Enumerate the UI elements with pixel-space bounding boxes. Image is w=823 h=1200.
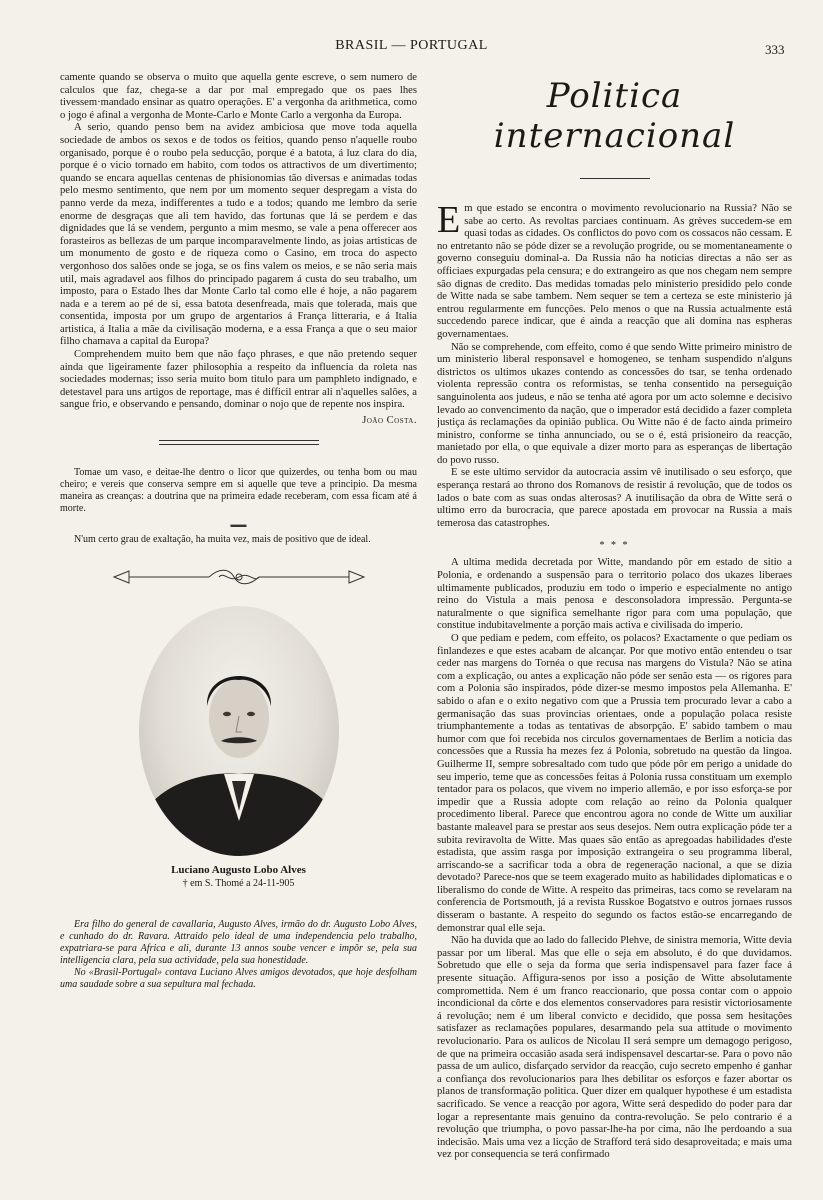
article-paragraph: Comprehendem muito bem que não faço phrases, e que não pretendo sequer ainda que ligeiramente fazer philosophia a respeito da influencia da roleta nas sociedades modernas; isso seria muito bom titulo para um pamphleto indignado, e detestavel para uns artigos de reportage, mas é difficil entrar ali n'aquelles salões, a sangue frio, e observando e pensando, dominar o nojo que de repente nos inspira. bbox=[60, 349, 417, 411]
portrait-figure bbox=[139, 606, 339, 856]
portrait-caption-death: † em S. Thomé a 24-11-905 bbox=[182, 878, 295, 890]
biography-paragraph: No «Brasil-Portugal» contava Luciano Alves amigos devotados, que hoje desfolham uma saudade sobre a sua sepultura mal fechada. bbox=[60, 967, 417, 991]
article-paragraph: A ultima medida decretada por Witte, mandando pôr em estado de sitio a Polonia, e ordenando a suspensão para o territorio polaco dos ukazes liberaes ultimamente publicados, produziu em todo o imperio e especialmente no antigo reino do Vistula a mais penosa e desconsoladora impressão. Pergunta-se naturalmente o que significa semelhante rigor para com uma população, que constitue indubitavelmente a porção mais activa e civilisada do imperio. bbox=[437, 557, 792, 632]
article-body bbox=[437, 199, 792, 1162]
article-title: Politica internacional bbox=[493, 76, 736, 156]
opening-text: m que estado se encontra o movimento revolucionario na Russia? Não se sabe ao certo. As revoltas parciaes continuam. As grèves succedem-se em quasi todas as cidades. Os conflictos do povo com os cossacos não cessam. E no entretanto não se póde dizer se a revolução progride, ou se momentaneamente o governo conseguiu dominal-a. Da Russia não ha noticias directas a não ser as officiaes expurgadas pela censura; e do extrangeiro as que nos chegam nem sempre são dignas de credito. Das medidas tomadas pelo ministerio presidido pelo conde de Witte nada se sabe tambem. Nem sequer se tem a certeza se este ministerio já entrou regularmente em funcções. Pelo menos o que na Russia actualmente está succedendo parece indicar, que é ainda a reacção que ali domina nas espheras governamentaes. bbox=[437, 203, 792, 340]
notes-block bbox=[60, 467, 417, 546]
article-paragraph: Não se comprehende, com effeito, como é que sendo Witte primeiro ministro de um ministerio liberal responsavel e homogeneo, se tenham suspendido n'alguns districtos os ultimos ukazes contendo as concessões do tsar, se tenha ordenado violenta repressão contra os reformistas, se tenha consentido na perseguição sanguinolenta aos judeus, e não se tenha até agora por um acto solemne e decisivo levado ao convencimento da nação, que o imperador está decidido a fazer completa justiça ás reclamações da opinião publica. Ou Witte não é de facto ainda primeiro ministro, conforme se tinha annunciado, ou se o é, está prisioneiro da reacção, manietado por ella, o que equivale a dizer morto para as esperanças de libertação do povo russo. bbox=[437, 341, 792, 466]
article-paragraph: E se este ultimo servidor da autocracia assim vê inutilisado o seu esforço, que esperança restará ao throno dos Romanovs de resistir á revolução, que de todos os lados o bate com as suas ondas alterosas? A inutilisação da obra de Witte será o ultimo erro da burocracia, que parece apostada em provocar na Russia a mais temerosa das catastrophes. bbox=[437, 467, 792, 529]
drop-cap: E bbox=[437, 199, 461, 241]
double-rule-divider bbox=[159, 440, 319, 445]
right-column bbox=[437, 72, 792, 1162]
biography-block bbox=[60, 919, 417, 991]
left-column bbox=[60, 72, 417, 991]
author-signature: João Costa. bbox=[362, 415, 417, 427]
biography-paragraph: Era filho do general de cavallaria, Augusto Alves, irmão do dr. Augusto Lobo Alves, e cunhado do dr. Ravara. Attraido pelo ideal de uma independencia pelo trabalho, expatriara-se para Africa e ali, durante 13 annos soube vencer e impôr se, pela sua intelligencia clara, pela sua actividade, pela sua honestidade. bbox=[60, 919, 417, 967]
portrait-caption-name: Luciano Augusto Lobo Alves bbox=[171, 864, 306, 877]
article-title-block bbox=[437, 76, 792, 179]
section-break-stars: * * * bbox=[599, 540, 630, 552]
running-head: BRASIL — PORTUGAL bbox=[335, 38, 488, 53]
portrait-photo bbox=[139, 606, 339, 856]
opening-paragraph bbox=[437, 199, 792, 342]
title-rule bbox=[580, 178, 650, 179]
article-paragraph: O que pediam e pedem, com effeito, os polacos? Exactamente o que pediam os finlandezes e que estes acabam de alcançar. Por que motivo então entendeu o tsar ceder nas margens do Tornéa o que recusa nas margens do Vistula? Não se atina com a explicação, ou antes a explicação não póde ser senão esta — os rigores para com a Polonia são inspirados, póde dizer-se mesmo impostos pela Allemanha. E' sabido o afan e o exito negativo com que a Prussia tem procurado levar a cabo a germanisação das suas provincias orientaes, onde a população polaca resiste triumphantemente a todas as tentativas de absorpção. E' sabido tambem o mau humor com que foi recebida nos circulos governamentaes de Berlim a noticia das concessões que a Russia ha mezes fez á Polonia, sobretudo na questão da lingoa. Guilherme II, sempre sobresaltado com tudo que póde pôr em perigo a unidade do seu imperio, teme que as concessões feitas á Polonia russa constituam um exemplo tentador para os polacos, que vivem no imperio allemão, e por isso esforça-se por impedir que a Russia adopte com relação ao reino da Polonia qualquer procedimento liberal. Parece que encontrou agora no conde de Witte um auxiliar bastante maleavel para se prestar aos seus desejos. Nem outra explicação póde ter a subita reviravolta de Witte. Mas quaes são então as apregoadas habilidades d'este estadista, que assim rasga por imposição extrangeira o seu programma liberal, arriscando-se a sacrificar toda a obra de regeneração nacional, a que se dizia devotado? Parece-nos que se teem exagerado muito as habilidades diplomaticas e o liberalismo do conde de Witte. A respeito das primeiras, tacs como se revelaram na conferencia de Portsmouth, já a revista Russkoe Bogatstvo e outros jornaes russos disseram o bastante. A respeito do segundo os factos estão-se encarregando de demonstrar qual elle seja. bbox=[437, 633, 792, 934]
note-separator: ▬▬ bbox=[230, 520, 247, 530]
note-paragraph: N'um certo grau de exaltação, ha muita vez, mais de positivo que de ideal. bbox=[74, 534, 371, 546]
page-number: 333 bbox=[765, 42, 785, 57]
ornament-divider bbox=[109, 566, 369, 588]
article-paragraph: Não ha duvida que ao lado do fallecido Plehve, de sinistra memoria, Witte devia passar por um liberal. Mas que elle o seja em absoluto, é do que duvidamos. Sobretudo que elle o seja da forma que seria indispensavel para fazer face á presente situação. Affigura-senos por isso a posição de Witte absolutamente compromettida. Nem é um franco reaccionario, que possa contar com o appoio incondicional da côrte e dos elementos conservadores para resistir victoriosamente á revolução; nem é um liberal convicto e decidido, que possa sem hesitações satisfazer as reclamações populares, desarmando pela sua attitude o movimento revolucionario. Para os aulicos de Nicolau II será sempre um demagogo perigoso, de que na primeira occasião asada será indispensavel descartar-se. Para o povo não passa de um aulico, disfarçado servidor da reacção, cujo secreto empenho é ganhar a confiança dos revolucionarios para lhes debilitar os esforços e fazer abortar os planos de transformação politica. Quer dizer em qualquer hypothese é um estadista sacrificado. Se vence a reacção por agora, Witte será despedido do poder para dar logar a representante mais genuino da contra-revolução. Se pelo contrario é a revolução que triumpha, o povo passar-lhe-ha por cima, não lhe perdoando a sua indecisão. Mais uma vez a licção de Strafford terá sido desaproveitada; e mais uma vez por consequencia se terá confirmado bbox=[437, 935, 792, 1161]
note-paragraph: Tomae um vaso, e deitae-lhe dentro o licor que quizerdes, ou tenha bom ou mau cheiro; e vereis que conserva sempre em si aquelle que teve a principio. Da mesma maneira as creanças: a doutrina que na primeira edade receberam, com essa ficam até á morte. bbox=[60, 467, 417, 515]
article-paragraph: camente quando se observa o muito que aquella gente escreve, o sem numero de calculos que faz, chega-se a dar por mal empregado que os paes lhes tivessem·mandado ensinar as quatro operações. E' a vergonha da arithmetica, como o jogo é afinal a vergonha de Monte-Carlo e Monte Carlo a vergonha da Europa. bbox=[60, 72, 417, 121]
article-paragraph: A serio, quando penso bem na avidez ambiciosa que move toda aquella sociedade de ambos os sexos e de todos os feitios, quando penso n'aquelle roubo organisado, porque é o roubo pela seducção, porque é a batota, á luz clara do dia, porque é o vicio tornado em habito, com todos os attractivos de um divertimento; quando se encara aquellas centenas de phisionomias tão diversas e animadas todas pelo mesmo sentimento, que nem por um momento sequer despregam a vista do panno verde da meza, indifferentes a tudo e a todos; quando me lembro da serie enorme de desgraças que ali tem havido, das fortunas que lá se perdem e das dignidades que lá se vendem, pergunto a mim mesmo, se vale a pena offerecer aos forasteiros as bellezas de um parque incomparavelmente lindo, as joias artisticas de um monumento de gosto e de riqueza como o Casino, em troca do aspecto vergonhoso dos salões onde se joga, se os fins valem os meios, e se não seria mais util, mais agradavel aos filhos do principado pagarem á custa do seu trabalho, um imposto, para o Estado lhes dar Monte Carlo tal como elle é hoje, a não pagarem nada e a terem ao pé de si, essa batota desenfreada, mais que tolerada, mais que consentida, imposta por um grupo de argentarios á França litteraria, e á Italia artistica, á Italia a mãe da civilisação moderna, e a essa França a que o seu maior filho chamava a capital da Europa? bbox=[60, 122, 417, 348]
